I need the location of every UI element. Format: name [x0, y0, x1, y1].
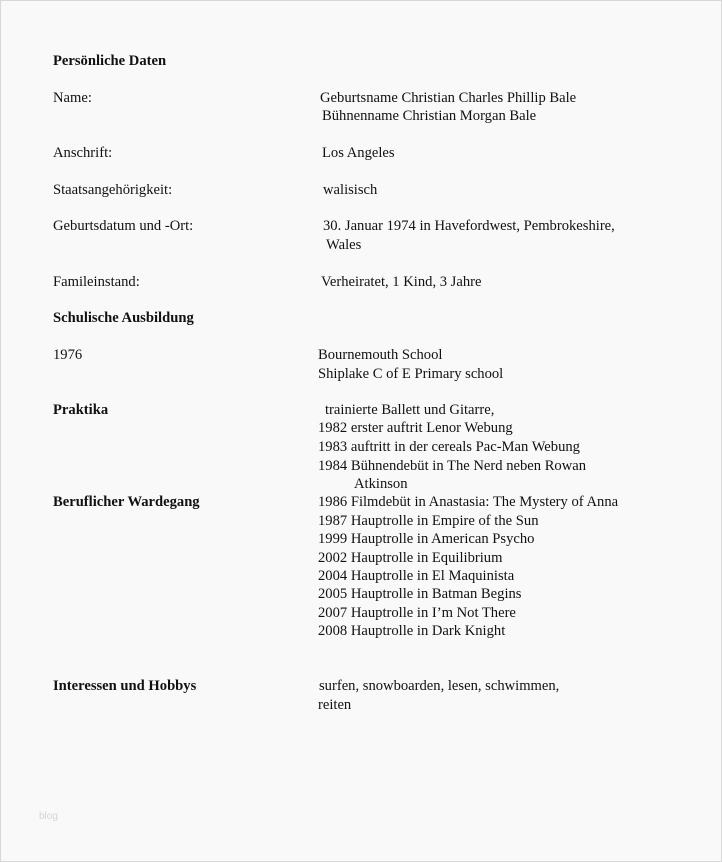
- career-line: 2004 Hauptrolle in El Maquinista: [318, 568, 515, 584]
- hobbies-line-1: surfen, snowboarden, lesen, schwimmen,: [319, 678, 560, 694]
- family-label: Famileinstand:: [53, 274, 140, 290]
- birth-name-value: Geburtsname Christian Charles Phillip Bale: [320, 90, 577, 106]
- career-line: 2002 Hauptrolle in Equilibrium: [318, 550, 503, 566]
- career-line: 1999 Hauptrolle in American Psycho: [318, 531, 535, 547]
- birth-value-line2: Wales: [326, 237, 362, 253]
- section-title-school: Schulische Ausbildung: [53, 310, 194, 326]
- watermark: blog: [39, 811, 58, 822]
- name-label: Name:: [53, 90, 92, 106]
- address-value: Los Angeles: [322, 145, 395, 161]
- career-line: trainierte Ballett und Gitarre,: [325, 402, 495, 418]
- school-year: 1976: [53, 347, 83, 363]
- career-line: 1983 auftritt in der cereals Pac-Man Webung: [318, 439, 580, 455]
- section-title-personal: Persönliche Daten: [53, 53, 167, 69]
- career-line: 1987 Hauptrolle in Empire of the Sun: [318, 513, 539, 529]
- birth-label: Geburtsdatum und -Ort:: [53, 218, 194, 234]
- career-line: 2008 Hauptrolle in Dark Knight: [318, 623, 506, 639]
- nationality-value: walisisch: [323, 182, 378, 198]
- career-line: 1984 Bühnendebüt in The Nerd neben Rowan: [318, 458, 587, 474]
- career-line: 1986 Filmdebüt in Anastasia: The Mystery of Anna: [318, 494, 619, 510]
- school-line-1: Bournemouth School: [318, 347, 443, 363]
- section-title-hobbies: Interessen und Hobbys: [53, 678, 197, 694]
- career-line: 2005 Hauptrolle in Batman Begins: [318, 586, 522, 602]
- hobbies-line-2: reiten: [318, 697, 352, 713]
- career-line: Atkinson: [354, 476, 408, 492]
- family-value: Verheiratet, 1 Kind, 3 Jahre: [321, 274, 482, 290]
- career-line: 2007 Hauptrolle in I’m Not There: [318, 605, 516, 621]
- address-label: Anschrift:: [53, 145, 113, 161]
- birth-value-line1: 30. Januar 1974 in Havefordwest, Pembrokeshire,: [323, 218, 615, 234]
- nationality-label: Staatsangehörigkeit:: [53, 182, 173, 198]
- section-title-internships: Praktika: [53, 402, 109, 418]
- stage-name-value: Bühnenname Christian Morgan Bale: [322, 108, 537, 124]
- section-title-career: Beruflicher Wardegang: [53, 494, 200, 510]
- career-line: 1982 erster auftrit Lenor Webung: [318, 420, 513, 436]
- school-line-2: Shiplake C of E Primary school: [318, 366, 504, 382]
